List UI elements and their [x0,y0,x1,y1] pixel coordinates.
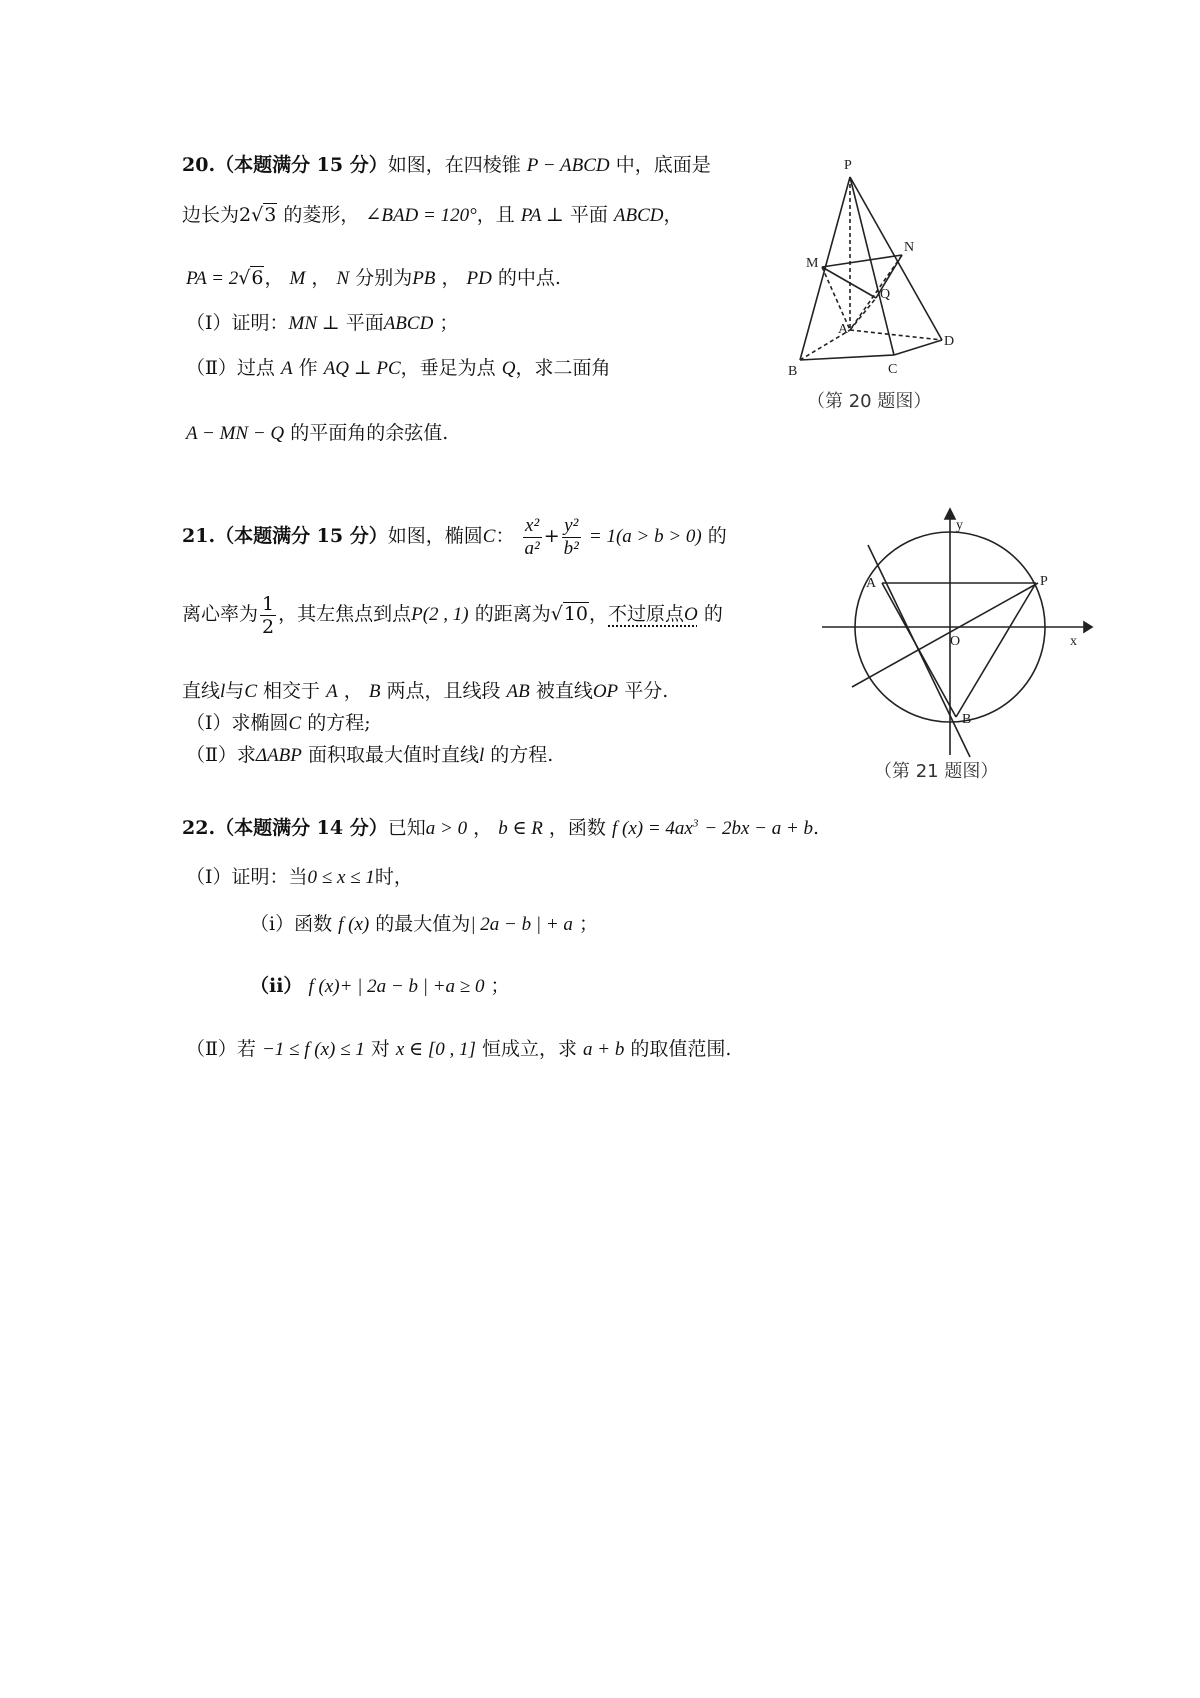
q22-sub-i [250,909,598,936]
q21-part-1 [186,708,371,735]
q21-math: B [368,681,381,702]
q22-score: （本题满分 14 分） [215,817,388,839]
q21-math: C [482,526,496,547]
q20-text: ， [441,267,461,289]
label-P: P [1040,574,1048,589]
q21-math: l [220,681,226,702]
q21-emphasis-text: 不过原点 [608,603,685,625]
q20-number: 20. [182,154,216,176]
q21-math: O [684,604,698,625]
q22-math: f (x)+ | 2a − b | +a ≥ 0 [308,976,485,997]
q21-text: 的 [707,525,727,547]
q20-math: Q [501,358,516,379]
q21-text: （Ⅱ）求 [186,744,256,766]
q21-score: （本题满分 15 分） [215,525,388,547]
q21-math: ΔABP [255,745,302,766]
q20-part-1 [186,308,458,335]
sqrt-symbol: √ [251,204,264,226]
fraction-one-half [260,593,276,638]
q20-math: M [289,268,306,289]
q22-math: x ∈ [0 , 1] [395,1039,476,1060]
q20-text: 如图，在四棱锥 [387,154,521,176]
q22-line-1 [182,813,819,840]
q20-math: PA ⊥ [520,205,564,226]
q21-text: 的方程; [307,712,371,734]
q20-text: ，垂足为点 [400,357,496,379]
q21-text: ， [589,603,609,625]
q21-line-1 [182,512,727,561]
frac-den: a² [524,537,540,559]
frac-den: 2 [262,615,275,638]
q21-math: C [244,681,257,702]
q21-text: （Ⅰ）求椭圆 [186,712,289,734]
label-y: y [956,518,963,533]
q22-text: 已知 [387,817,426,839]
frac-num: x² [523,515,542,538]
q20-part-2-cont [186,418,448,445]
fraction-y2-b2 [562,515,581,560]
figure-20-caption: （第 20 题图） [807,391,932,412]
q20-math: A [280,358,293,379]
q22-math: | 2a − b | + a [470,914,573,935]
q21-text: 离心率为 [182,603,259,625]
q20-text: ； [439,312,459,334]
q22-text: 对 [370,1038,390,1060]
ellipse-diagram [822,505,1092,760]
q22-math: a > 0 [425,818,468,839]
q20-text: ， [311,267,331,289]
q21-text: 如图，椭圆 [387,525,483,547]
q22-math: 0 ≤ x ≤ 1 [307,867,375,888]
q21-text: 被直线 [535,680,593,702]
q20-text: （Ⅰ）证明： [186,312,289,334]
q22-number: 22. [182,817,216,839]
fraction-x2-a2 [523,515,542,560]
label-O: O [950,634,961,649]
q20-text: 分别为 [355,267,413,289]
q22-part-2 [186,1034,731,1061]
label-C: C [888,362,898,377]
q20-text: 作 [298,357,318,379]
q20-math: P − ABCD [526,155,610,176]
q20-math: PD [466,268,492,289]
sqrt-symbol: √ [550,603,563,625]
label-A: A [838,322,849,337]
figure-21 [822,505,1092,790]
q22-text: 恒成立，求 [481,1038,577,1060]
q21-text: 与 [225,680,245,702]
q21-line-2 [182,590,723,639]
q20-math: 3 [264,204,277,226]
q20-text: 的中点. [497,267,561,289]
q22-text: 时， [374,866,413,888]
q22-text: 的取值范围. [630,1038,732,1060]
q22-text: ； [578,913,598,935]
q20-math: ∠BAD = 120° [365,205,477,226]
q22-text: （ii） [250,975,303,997]
label-M: M [806,256,819,271]
q21-math: OP [592,681,619,702]
q20-text: 平面 [345,312,384,334]
q20-line-3 [186,263,561,290]
label-N: N [904,240,915,255]
q20-part-2 [186,353,610,380]
label-A: A [866,576,877,591]
label-B: B [788,364,798,379]
q22-sub-ii [250,971,510,998]
q21-math: AB [506,681,530,702]
q22-text: ， [473,817,493,839]
frac-num: 1 [262,592,275,615]
q21-math: A [326,681,338,702]
q22-superscript: 3 [692,817,699,830]
figure-21-caption: （第 21 题图） [874,761,999,782]
q20-text: 的平面角的余弦值. [290,422,449,444]
q21-text: 两点，且线段 [386,680,501,702]
q20-text: 平面 [569,204,608,226]
q22-math: a + b [583,1039,625,1060]
q20-math: MN ⊥ [288,313,340,334]
q21-math: C [288,713,302,734]
q21-text: 的方程. [490,744,554,766]
q21-text: 直线 [182,680,221,702]
q20-math: 6 [251,267,264,289]
figure-20 [762,155,955,415]
q20-text: 的菱形， [283,204,360,226]
q20-math: AQ ⊥ PC [323,358,401,379]
q22-math: −1 ≤ f (x) ≤ 1 [261,1039,365,1060]
q20-score: （本题满分 15 分） [215,154,388,176]
q20-math: N [336,268,350,289]
q22-math: b ∈ R [498,818,543,839]
q20-text: ，且 [476,204,515,226]
q22-part-1 [186,862,413,889]
label-x: x [1070,634,1077,649]
q21-math: P(2 , 1) [411,604,469,625]
q20-math: ABCD [383,313,434,334]
q20-line-1 [182,150,711,177]
pyramid-diagram [762,155,955,415]
q20-text: 中，底面是 [615,154,711,176]
label-D: D [944,334,955,349]
q22-text: 的最大值为 [375,913,471,935]
q21-text: 面积取最大值时直线 [307,744,479,766]
q21-number: 21. [182,525,216,547]
q20-math: PB [412,268,436,289]
q22-math: − 2bx − a + b [704,818,814,839]
label-B: B [962,712,972,727]
q22-text: （i）函数 [250,913,333,935]
q20-math: A − MN − Q [186,423,285,444]
frac-num: y² [562,515,581,538]
q21-text: 相交于 [263,680,321,702]
q21-text: ，其左焦点到点 [278,603,412,625]
q22-math: f (x) [338,914,370,935]
plus-sign: + [543,525,560,547]
q21-math: l [478,745,485,766]
q22-text: ，函数 [548,817,606,839]
label-P: P [844,158,852,173]
q21-part-2 [186,740,553,767]
q20-text: ， [663,204,683,226]
q20-math: PA = 2 [186,268,239,289]
q22-text: ； [490,975,510,997]
q20-text: ，求二面角 [515,357,611,379]
q21-text: 的距离为 [474,603,551,625]
q20-text: ， [264,267,284,289]
q20-math: 2 [239,204,252,226]
q21-text: ： [495,525,515,547]
q21-text: 的 [703,603,723,625]
q20-line-2 [182,200,683,227]
sqrt-symbol: √ [238,267,251,289]
q22-text: . [813,817,820,839]
label-Q: Q [880,287,891,302]
q22-math: f (x) = 4ax [611,818,693,839]
frac-den: b² [563,537,579,559]
q20-text: （Ⅱ）过点 [186,357,275,379]
q21-math: = 1(a > b > 0) [588,526,702,547]
q21-line-3 [182,676,668,703]
q21-math: 10 [563,603,588,625]
q21-text: ， [343,680,363,702]
q20-text: 边长为 [182,204,240,226]
q22-text: （Ⅰ）证明：当 [186,866,308,888]
q21-text: 平分. [624,680,669,702]
q20-math: ABCD [613,205,664,226]
q22-text: （Ⅱ）若 [186,1038,256,1060]
